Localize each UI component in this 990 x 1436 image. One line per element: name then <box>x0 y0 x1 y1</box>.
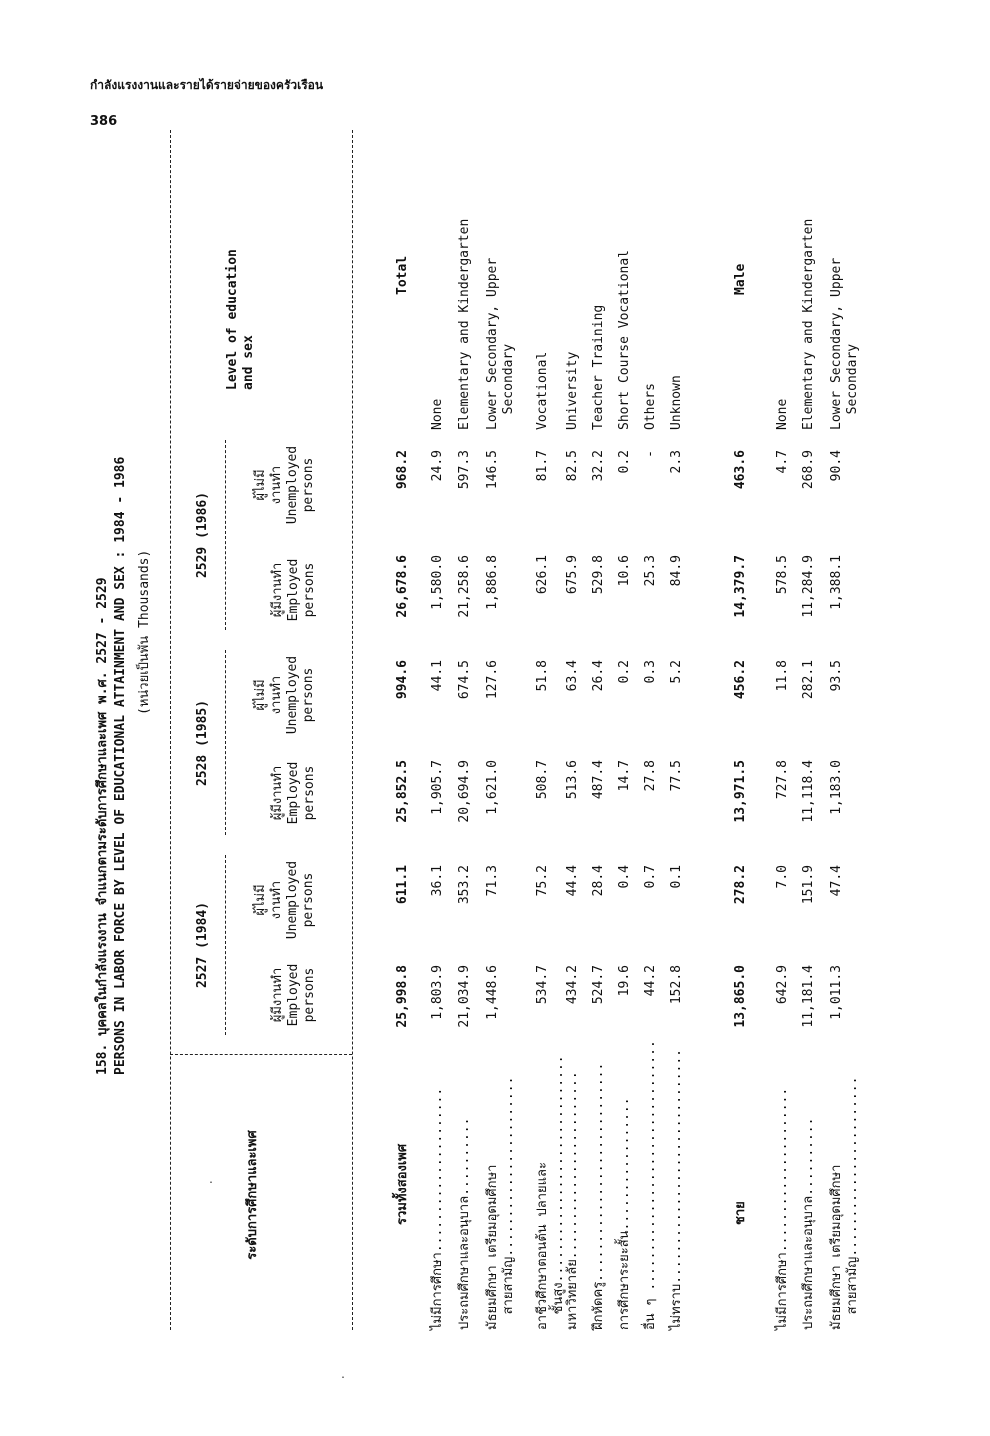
row-label-en: Others <box>643 383 658 430</box>
year-rule-1986 <box>225 440 226 630</box>
rotated-table <box>95 120 910 1375</box>
cell-value: - <box>643 450 658 458</box>
cell-value: 968.2 <box>395 450 410 490</box>
col-unemployed-1984: ผู้ไม่มี งานทำ Unemployed persons <box>253 860 316 940</box>
stray-mark: . <box>340 1370 347 1381</box>
row-label-thai: ไม่มีการศึกษา..................... <box>430 1087 445 1330</box>
cell-value: 1,580.0 <box>430 555 445 610</box>
cell-value: 26.4 <box>591 660 606 692</box>
cell-value: 75.2 <box>535 865 550 897</box>
row-label-thai: มหาวิทยาลัย........................ <box>565 1071 580 1330</box>
cell-value: 353.2 <box>457 865 472 905</box>
cell-value: 11.8 <box>775 660 790 692</box>
row-label-thai: การศึกษาระยะสั้น................. <box>617 1097 632 1330</box>
stub-divider <box>170 1054 352 1055</box>
year-rule-1984 <box>225 855 226 1035</box>
cell-value: 456.2 <box>733 660 748 700</box>
cell-value: 25,998.8 <box>395 965 410 1028</box>
table-title-en: PERSONS IN LABOR FORCE BY LEVEL OF EDUCATIONAL ATTAINMENT AND SEX : 1984 - 1986 <box>113 456 128 1075</box>
cell-value: 0.3 <box>643 660 658 684</box>
cell-value: 0.2 <box>617 450 632 474</box>
cell-value: 1,905.7 <box>430 760 445 815</box>
cell-value: 152.8 <box>669 965 684 1005</box>
page-number: 386 <box>90 114 118 129</box>
row-label-thai: ประถมศึกษาและอนุบาล.......... <box>801 1117 816 1330</box>
year-rule-1985 <box>225 650 226 835</box>
stub-header-thai: ระดับการศึกษาและเพศ <box>245 1130 260 1260</box>
year-1984: 2527 (1984) <box>195 901 210 989</box>
cell-value: 727.8 <box>775 760 790 800</box>
cell-value: 675.9 <box>565 555 580 595</box>
cell-value: 25,852.5 <box>395 760 410 823</box>
running-header: กำลังแรงงานและรายได้รายจ่ายของครัวเรือน <box>90 78 324 92</box>
cell-value: 0.1 <box>669 865 684 889</box>
row-label-en: Teacher Training <box>591 304 606 430</box>
cell-value: 20,694.9 <box>457 760 472 823</box>
col-unemployed-1986: ผู้ไม่มี งานทำ Unemployed persons <box>253 445 316 525</box>
cell-value: 82.5 <box>565 450 580 482</box>
cell-value: 24.9 <box>430 450 445 482</box>
cell-value: 4.7 <box>775 450 790 474</box>
cell-value: 463.6 <box>733 450 748 490</box>
row-label-thai: รวมทั้งสองเพศ <box>395 1143 410 1225</box>
row-label-en: Total <box>395 255 410 295</box>
row-label-thai: ชาย <box>733 1201 748 1225</box>
col-employed-1985: ผู้มีงานทำ Employed persons <box>270 761 317 825</box>
row-label-en: Unknown <box>669 375 684 430</box>
cell-value: 524.7 <box>591 965 606 1005</box>
row-label-thai: อาชีวศึกษาตอนต้น ปลายและ ชั้นสูง............................. <box>535 1055 566 1330</box>
cell-value: 508.7 <box>535 760 550 800</box>
cell-value: 44.4 <box>565 865 580 897</box>
row-label-en: University <box>565 351 580 430</box>
cell-value: 26,678.6 <box>395 555 410 618</box>
row-label-en: Lower Secondary, Upper Secondary <box>485 257 516 430</box>
top-rule <box>170 130 171 1330</box>
cell-value: 27.8 <box>643 760 658 792</box>
cell-value: 21,034.9 <box>457 965 472 1028</box>
cell-value: 0.2 <box>617 660 632 684</box>
cell-value: 7.0 <box>775 865 790 889</box>
cell-value: 0.4 <box>617 865 632 889</box>
cell-value: 578.5 <box>775 555 790 595</box>
row-label-en: Lower Secondary, Upper Secondary <box>829 257 860 430</box>
cell-value: 529.8 <box>591 555 606 595</box>
cell-value: 1,803.9 <box>430 965 445 1020</box>
cell-value: 487.4 <box>591 760 606 800</box>
cell-value: 13,971.5 <box>733 760 748 823</box>
row-label-en: Male <box>733 263 748 295</box>
cell-value: 1,011.3 <box>829 965 844 1020</box>
cell-value: 10.6 <box>617 555 632 587</box>
cell-value: 1,621.0 <box>485 760 500 815</box>
cell-value: 994.6 <box>395 660 410 700</box>
cell-value: 2.3 <box>669 450 684 474</box>
cell-value: 44.2 <box>643 965 658 997</box>
col-unemployed-1985: ผู้ไม่มี งานทำ Unemployed persons <box>253 655 316 735</box>
row-label-thai: อื่น ๆ ................................ <box>643 1040 658 1330</box>
col-employed-1986: ผู้มีงานทำ Employed persons <box>270 558 317 622</box>
cell-value: 14.7 <box>617 760 632 792</box>
row-label-thai: ประถมศึกษาและอนุบาล.......... <box>457 1117 472 1330</box>
row-label-thai: มัธยมศึกษา เตรียมอุดมศึกษา สายสามัญ....................... <box>485 1076 516 1330</box>
col-employed-1984: ผู้มีงานทำ Employed persons <box>270 963 317 1027</box>
cell-value: 71.3 <box>485 865 500 897</box>
cell-value: 0.7 <box>643 865 658 889</box>
cell-value: 63.4 <box>565 660 580 692</box>
cell-value: 28.4 <box>591 865 606 897</box>
cell-value: 19.6 <box>617 965 632 997</box>
cell-value: 11,284.9 <box>801 555 816 618</box>
cell-value: 282.1 <box>801 660 816 700</box>
row-label-thai: ฝึกหัดครู............................ <box>591 1062 606 1330</box>
cell-value: 11,118.4 <box>801 760 816 823</box>
cell-value: 11,181.4 <box>801 965 816 1028</box>
cell-value: 90.4 <box>829 450 844 482</box>
row-label-thai: ไม่มีการศึกษา..................... <box>775 1087 790 1330</box>
table-unit: (หน่วยเป็นพัน Thousands) <box>137 549 152 715</box>
cell-value: 513.6 <box>565 760 580 800</box>
cell-value: 626.1 <box>535 555 550 595</box>
stray-mark: . <box>208 1175 215 1186</box>
cell-value: 93.5 <box>829 660 844 692</box>
cell-value: 1,388.1 <box>829 555 844 610</box>
row-label-en: None <box>775 398 790 430</box>
row-label-en: None <box>430 398 445 430</box>
cell-value: 151.9 <box>801 865 816 905</box>
cell-value: 268.9 <box>801 450 816 490</box>
cell-value: 77.5 <box>669 760 684 792</box>
cell-value: 611.1 <box>395 865 410 905</box>
cell-value: 14,379.7 <box>733 555 748 618</box>
cell-value: 434.2 <box>565 965 580 1005</box>
cell-value: 25.3 <box>643 555 658 587</box>
cell-value: 47.4 <box>829 865 844 897</box>
row-label-en: Vocational <box>535 351 550 430</box>
cell-value: 534.7 <box>535 965 550 1005</box>
cell-value: 1,886.8 <box>485 555 500 610</box>
row-label-thai: มัธยมศึกษา เตรียมอุดมศึกษา สายสามัญ....................... <box>829 1076 860 1330</box>
table-title-thai: 158. บุคคลในกำลังแรงงาน จำแนกตามระดับการศึกษาและเพศ พ.ศ. 2527 - 2529 <box>95 577 110 1075</box>
cell-value: 13,865.0 <box>733 965 748 1028</box>
year-1986: 2529 (1986) <box>195 491 210 579</box>
cell-value: 84.9 <box>669 555 684 587</box>
cell-value: 36.1 <box>430 865 445 897</box>
cell-value: 81.7 <box>535 450 550 482</box>
cell-value: 1,183.0 <box>829 760 844 815</box>
cell-value: 21,258.6 <box>457 555 472 618</box>
year-1985: 2528 (1985) <box>195 699 210 787</box>
row-label-en: Elementary and Kindergarten <box>801 218 816 430</box>
stub-header-en: Level of education and sex <box>225 249 256 390</box>
cell-value: 597.3 <box>457 450 472 490</box>
cell-value: 278.2 <box>733 865 748 905</box>
cell-value: 51.8 <box>535 660 550 692</box>
cell-value: 674.5 <box>457 660 472 700</box>
header-rule <box>352 130 353 1330</box>
cell-value: 1,448.6 <box>485 965 500 1020</box>
row-label-en: Short Course Vocational <box>617 249 632 430</box>
cell-value: 44.1 <box>430 660 445 692</box>
row-label-thai: ไม่ทราบ.............................. <box>669 1048 684 1330</box>
cell-value: 642.9 <box>775 965 790 1005</box>
cell-value: 32.2 <box>591 450 606 482</box>
cell-value: 5.2 <box>669 660 684 684</box>
cell-value: 127.6 <box>485 660 500 700</box>
cell-value: 146.5 <box>485 450 500 490</box>
row-label-en: Elementary and Kindergarten <box>457 218 472 430</box>
